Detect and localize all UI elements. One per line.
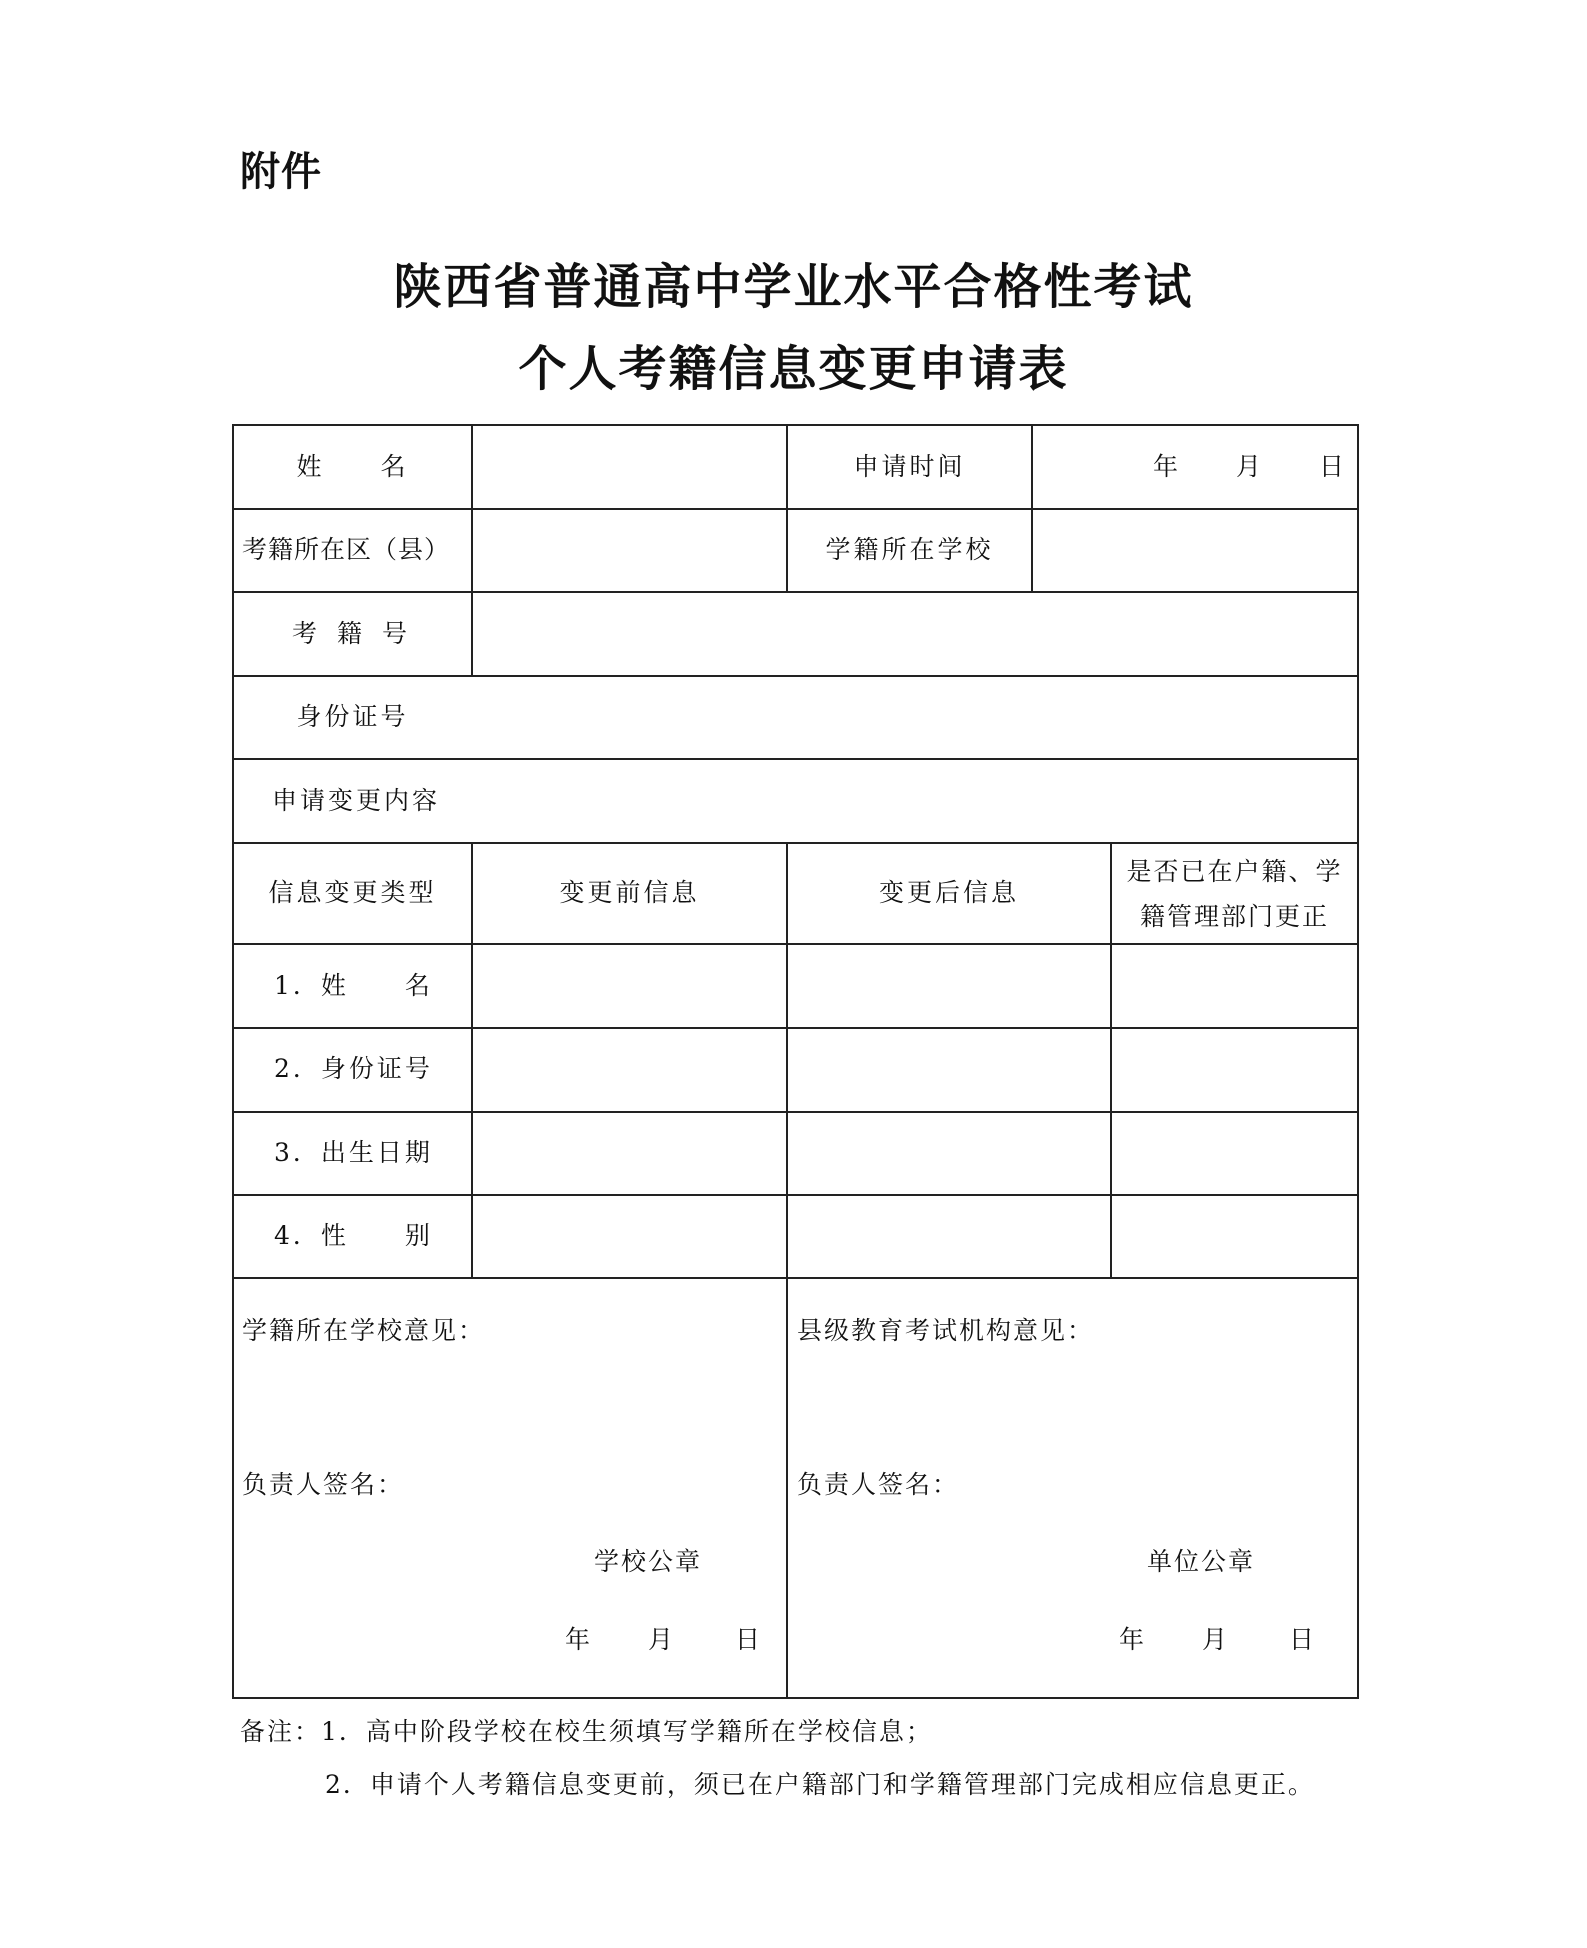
document-title-line-1: 陕西省普通高中学业水平合格性考试 [393, 259, 1194, 315]
column-header-after: 变更后信息 [878, 878, 1019, 907]
table-border-left [232, 424, 234, 1699]
table-rule [232, 591, 1359, 593]
change-row-label: 4．性 别 [274, 1221, 433, 1250]
apply-time-year: 年 [1153, 452, 1182, 481]
table-rule [232, 943, 1359, 945]
table-border-right [1357, 424, 1359, 1699]
school-date-day: 日 [735, 1625, 764, 1654]
document-title-line-2: 个人考籍信息变更申请表 [518, 341, 1069, 397]
column-header-type: 信息变更类型 [268, 878, 437, 907]
apply-time-label: 申请时间 [853, 452, 966, 481]
change-row-label: 3．出生日期 [274, 1138, 433, 1167]
county-seal-label: 单位公章 [1147, 1547, 1256, 1576]
table-rule [232, 842, 1359, 844]
column-header-corrected-line-1: 是否已在户籍、学 [1126, 857, 1343, 886]
county-opinion-title: 县级教育考试机构意见： [797, 1316, 1095, 1345]
column-header-corrected-line-2: 籍管理部门更正 [1139, 902, 1329, 931]
table-rule [232, 758, 1359, 760]
apply-time-month: 月 [1236, 452, 1265, 481]
change-row-label: 2．身份证号 [274, 1054, 433, 1083]
school-date-month: 月 [648, 1625, 677, 1654]
name-label: 姓 名 [296, 452, 409, 481]
school-opinion-title: 学籍所在学校意见： [242, 1316, 486, 1345]
note-line-1: 备注：1．高中阶段学校在校生须填写学籍所在学校信息； [240, 1717, 933, 1746]
table-rule [471, 424, 473, 676]
table-rule [232, 675, 1359, 677]
county-date-month: 月 [1202, 1625, 1231, 1654]
change-content-label: 申请变更内容 [272, 786, 441, 815]
column-header-before: 变更前信息 [559, 878, 700, 907]
school-label: 学籍所在学校 [825, 535, 994, 564]
county-signature-label: 负责人签名： [797, 1470, 960, 1499]
county-date-day: 日 [1289, 1625, 1318, 1654]
note-line-2: 2．申请个人考籍信息变更前，须已在户籍部门和学籍管理部门完成相应信息更正。 [325, 1770, 1315, 1799]
table-rule [232, 1027, 1359, 1029]
id-card-label: 身份证号 [296, 702, 409, 731]
table-rule [786, 842, 788, 1698]
county-date-year: 年 [1119, 1625, 1148, 1654]
table-border-bottom [232, 1697, 1359, 1699]
school-seal-label: 学校公章 [594, 1547, 703, 1576]
table-rule [1031, 424, 1033, 592]
table-rule [232, 1111, 1359, 1113]
table-border-top [232, 424, 1359, 426]
apply-time-day: 日 [1319, 452, 1348, 481]
table-rule [232, 508, 1359, 510]
change-row-label: 1．姓 名 [274, 971, 433, 1000]
attachment-label: 附件 [240, 149, 322, 195]
school-date-year: 年 [565, 1625, 594, 1654]
district-label: 考籍所在区（县） [242, 535, 451, 564]
table-rule [232, 1277, 1359, 1279]
table-rule [232, 1194, 1359, 1196]
school-signature-label: 负责人签名： [242, 1470, 405, 1499]
exam-id-label: 考 籍 号 [292, 619, 413, 648]
